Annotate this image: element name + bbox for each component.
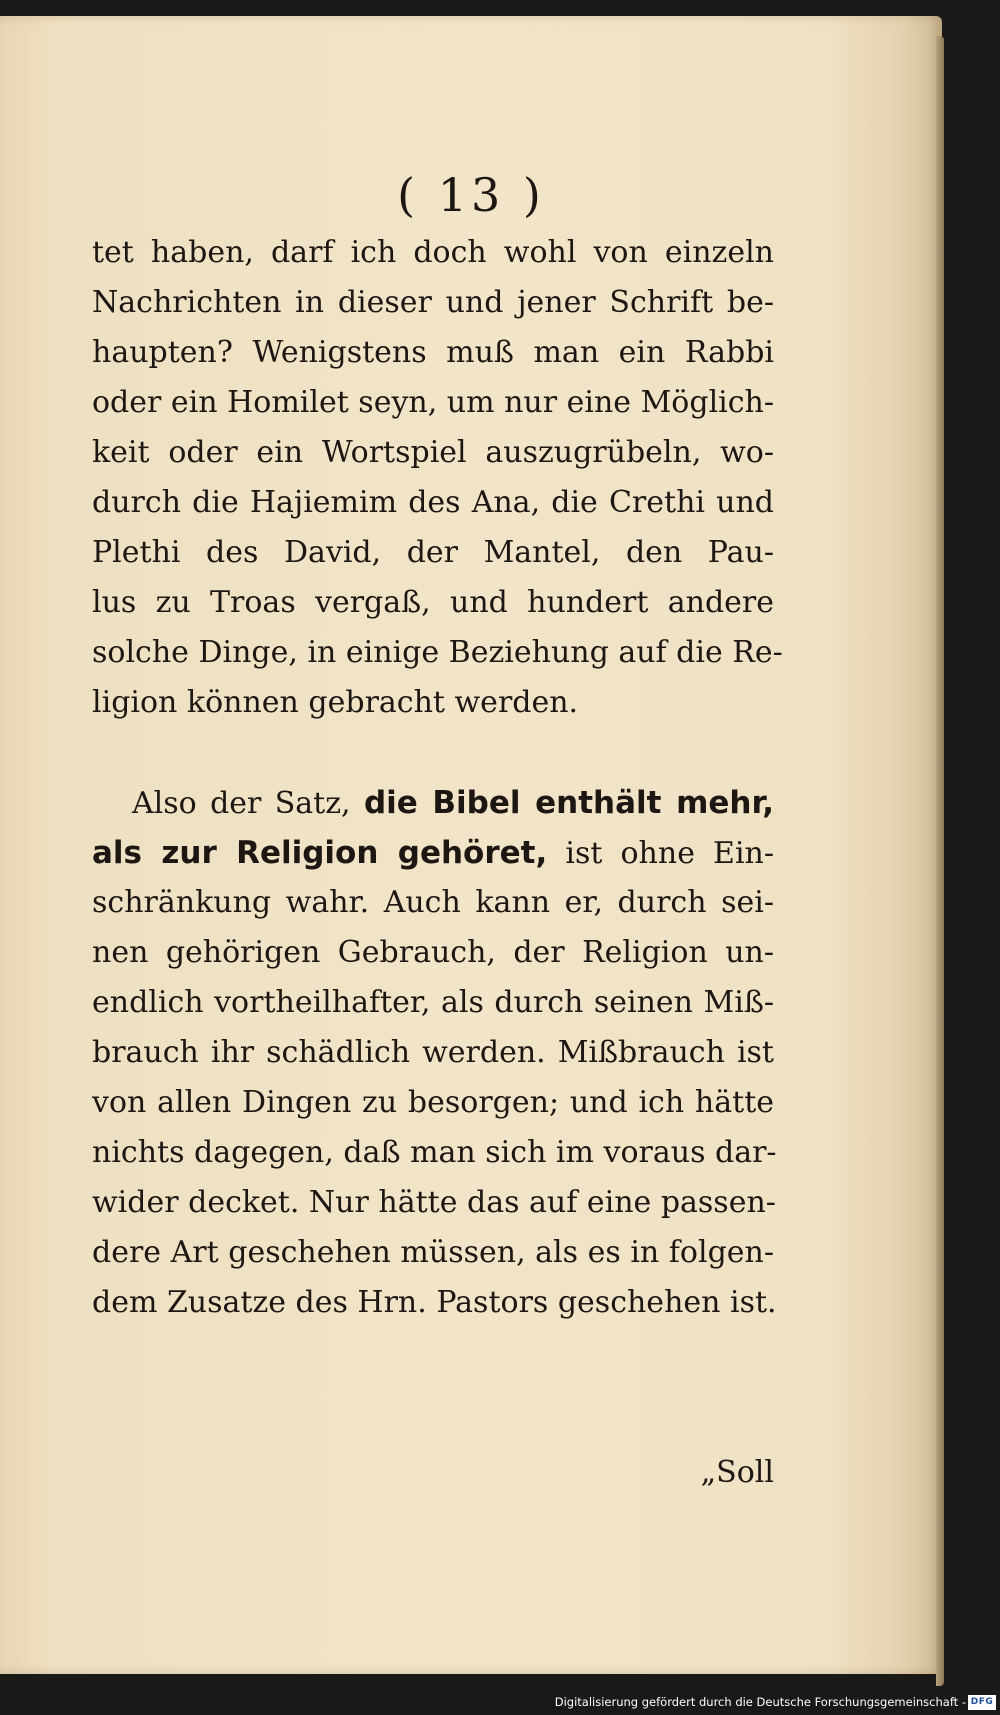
- text-line-emphasis: [92, 828, 774, 878]
- text-line: keit oder ein Wortspiel auszugrübeln, wo-: [92, 435, 774, 470]
- text-line: Nachrichten in dieser und jener Schrift be-: [92, 285, 774, 320]
- emphasis-text: als zur Religion gehöret,: [92, 835, 548, 871]
- text-line: schränkung wahr. Auch kann er, durch sei-: [92, 885, 774, 920]
- text-line: tet haben, darf ich doch wohl von einzeln: [92, 235, 774, 270]
- catchword: „Soll: [700, 1455, 774, 1490]
- book-page: [0, 16, 942, 1674]
- text-line: nichts dagegen, daß man sich im voraus dar-: [92, 1135, 777, 1170]
- text-line: dem Zusatze des Hrn. Pastors geschehen ist.: [92, 1285, 777, 1320]
- text-line: nen gehörigen Gebrauch, der Religion un-: [92, 935, 774, 970]
- text-line: wider decket. Nur hätte das auf eine passen-: [92, 1185, 776, 1220]
- text-line: brauch ihr schädlich werden. Mißbrauch ist: [92, 1035, 774, 1070]
- page-number: ( 13 ): [397, 168, 545, 222]
- text-line: haupten? Wenigstens muß man ein Rabbi: [92, 335, 774, 370]
- page-edge: [936, 36, 944, 1686]
- text-line: endlich vortheilhafter, als durch seinen Miß-: [92, 985, 774, 1020]
- text-line: solche Dinge, in einige Beziehung auf die Re-: [92, 635, 783, 670]
- text-run: ist ohne Ein-: [565, 836, 774, 871]
- text-line: ligion können gebracht werden.: [92, 685, 579, 720]
- text-line: lus zu Troas vergaß, und hundert andere: [92, 585, 774, 620]
- text-line: durch die Hajiemim des Ana, die Crethi und: [92, 485, 774, 520]
- text-line: oder ein Homilet seyn, um nur eine Möglich-: [92, 385, 775, 420]
- text-line: Plethi des David, der Mantel, den Pau-: [92, 535, 774, 570]
- text-line: dere Art geschehen müssen, als es in folgen-: [92, 1235, 774, 1270]
- text-line-emphasis: [132, 778, 774, 828]
- emphasis-text: die Bibel enthält mehr,: [363, 785, 774, 821]
- text-line: von allen Dingen zu besorgen; und ich hätte: [92, 1085, 774, 1120]
- funding-credit: Digitalisierung gefördert durch die Deutsche Forschungsgemeinschaft -: [554, 1695, 966, 1709]
- dfg-logo-icon: DFG: [968, 1695, 996, 1710]
- text-run: Also der Satz,: [132, 786, 351, 821]
